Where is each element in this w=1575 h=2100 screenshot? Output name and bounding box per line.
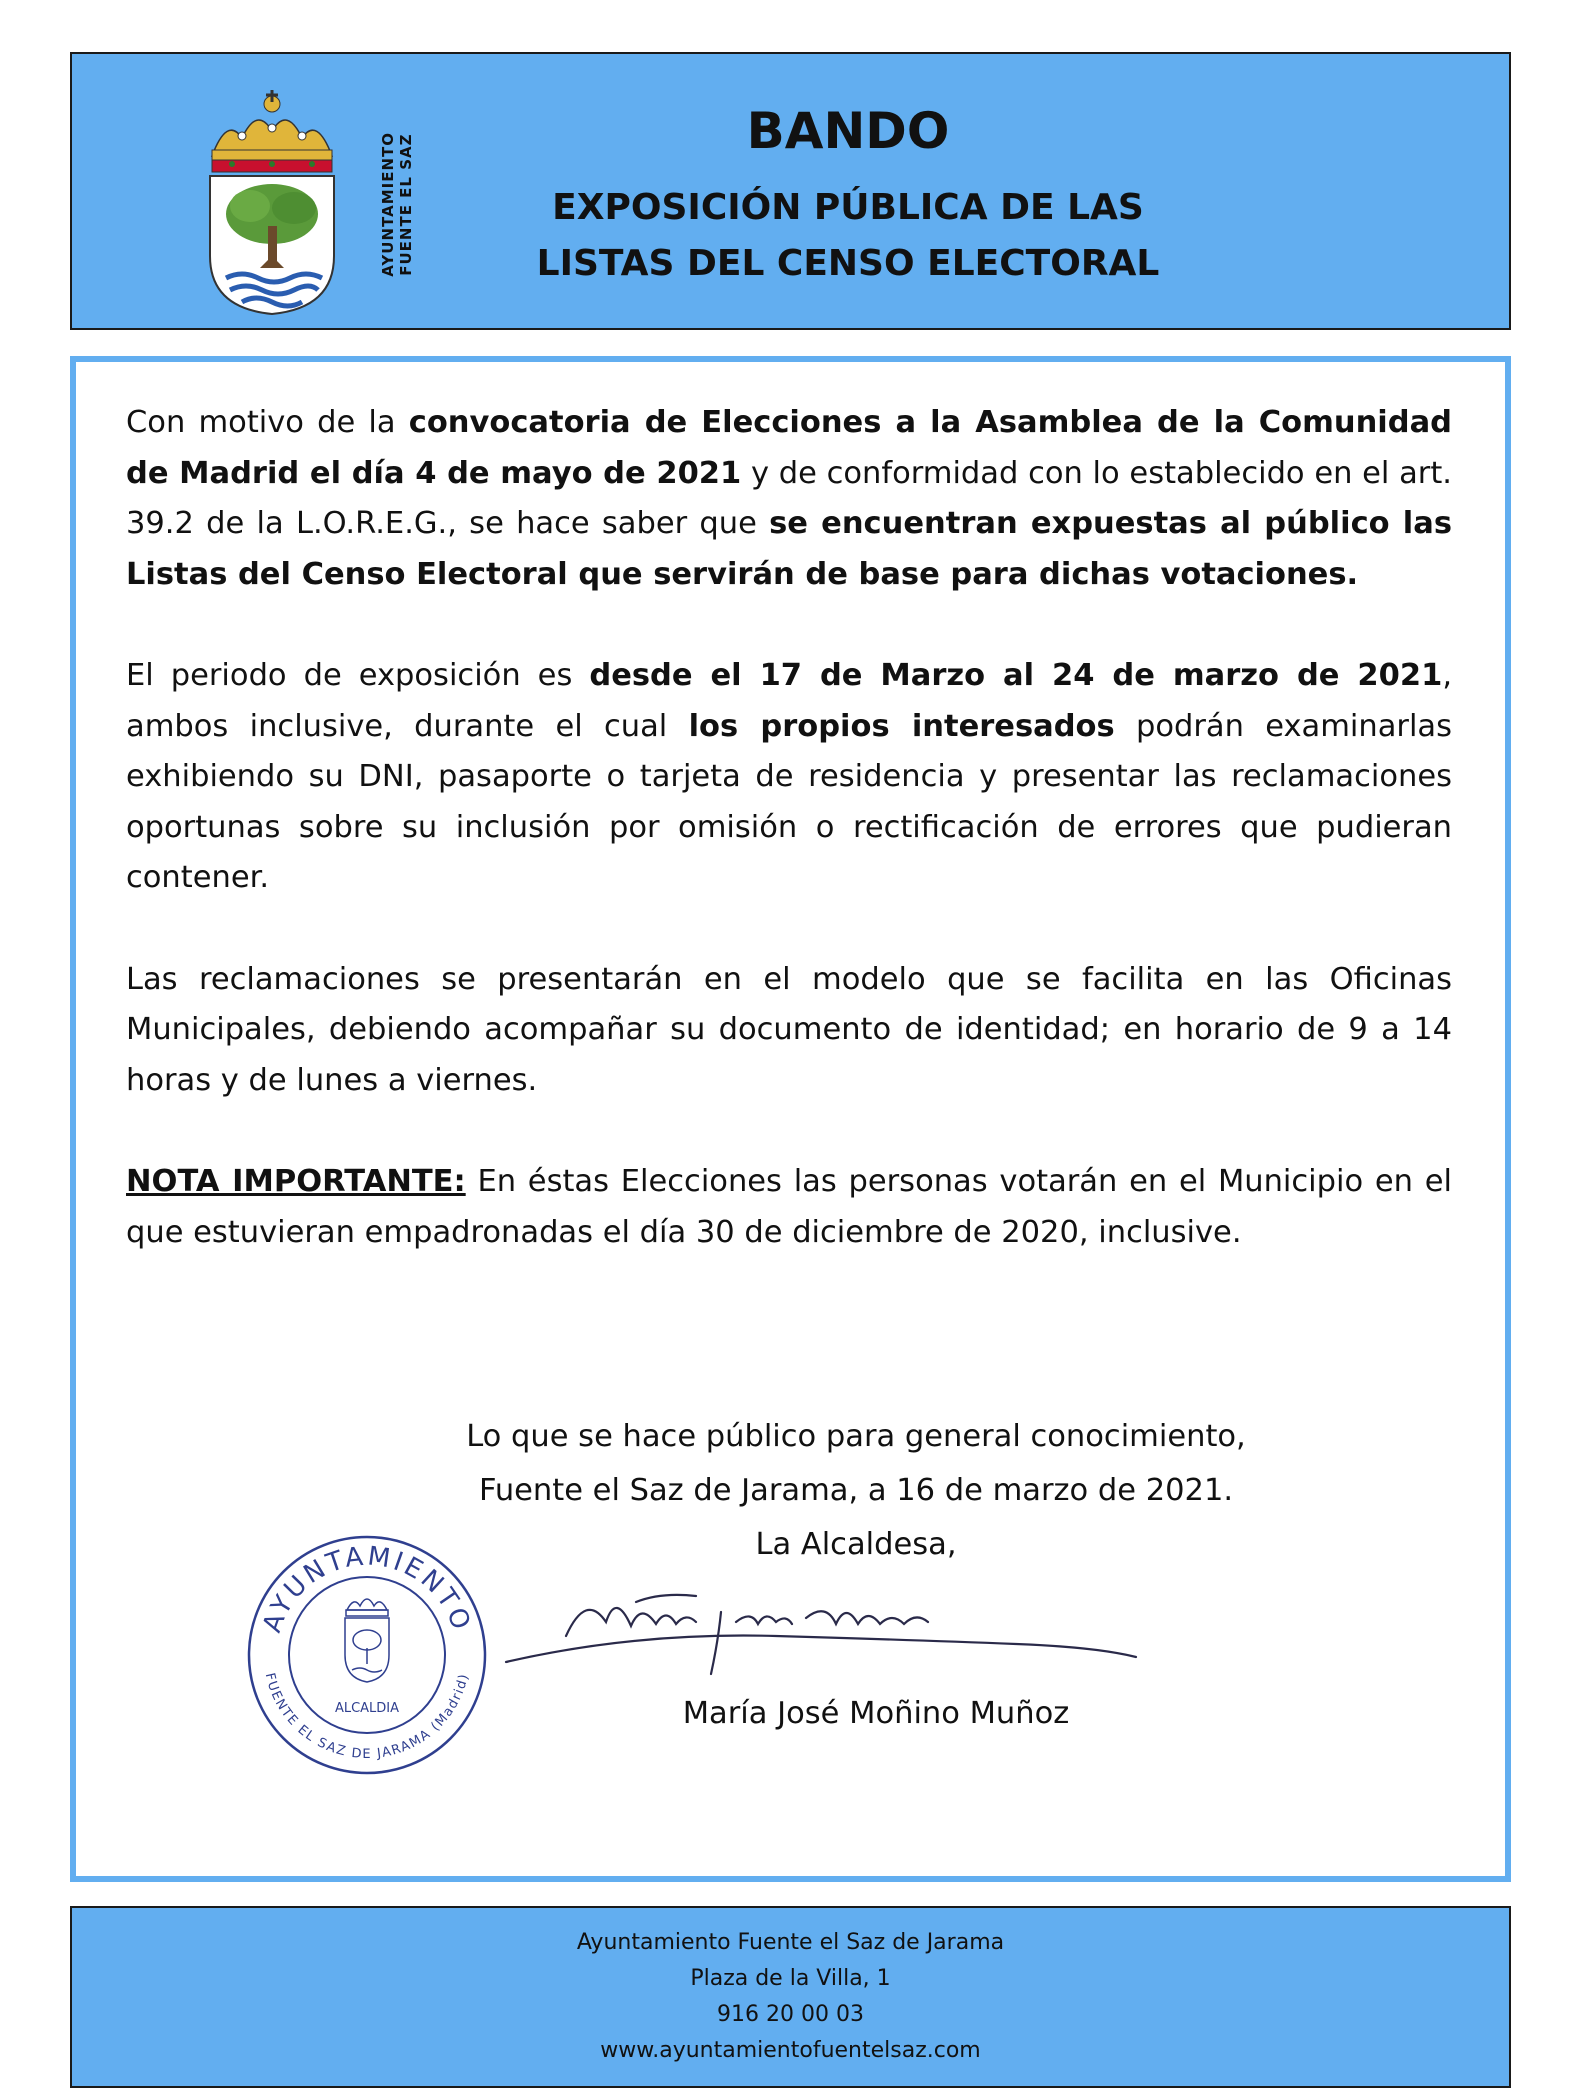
footer-line-3: 916 20 00 03 xyxy=(717,2002,864,2027)
notice-text xyxy=(126,398,1452,1309)
footer-line-1: Ayuntamiento Fuente el Saz de Jarama xyxy=(576,1930,1005,1955)
note-text: En éstas Elecciones las personas votarán en el Municipio en el que estuvieran empadronadas el día 30 de diciembre de 2020, inclusive. xyxy=(126,1164,1452,1250)
text-run: desde el 17 de Marzo al 24 de marzo de 2021 xyxy=(589,658,1443,693)
page-title: BANDO xyxy=(746,102,950,160)
footer-website: www.ayuntamientofuentelsaz.com xyxy=(600,2038,981,2063)
svg-text:ALCALDIA: ALCALDIA xyxy=(334,1701,400,1716)
closing-line-2: Fuente el Saz de Jarama, a 16 de marzo de 2021. xyxy=(478,1473,1234,1508)
paragraph-2 xyxy=(126,651,1452,904)
svg-text:FUENTE EL SAZ DE JARAMA (Madri: FUENTE EL SAZ DE JARAMA (Madrid) xyxy=(261,1671,473,1763)
page-subtitle xyxy=(72,180,1509,292)
header-banner xyxy=(70,52,1511,330)
text-run: convocatoria de Elecciones a la Asamblea de la Comunidad de Madrid el día 4 de mayo de 2021 xyxy=(126,405,1452,491)
paragraph-note xyxy=(126,1157,1452,1258)
official-stamp xyxy=(242,1530,492,1780)
text-run: El periodo de exposición es xyxy=(126,658,590,693)
closing-block xyxy=(356,1410,1356,1572)
text-run: y de conformidad con lo establecido en el art. 39.2 de la L.O.R.E.G., se hace saber que xyxy=(126,455,1452,541)
closing-line-1: Lo que se hace público para general conocimiento, xyxy=(466,1419,1246,1454)
text-run: se encuentran expuestas al público las Listas del Censo Electoral que servirán de base para dichas votaciones. xyxy=(126,506,1452,592)
subtitle-line-1: EXPOSICIÓN PÚBLICA DE LAS xyxy=(552,187,1144,228)
text-run: podrán examinarlas exhibiendo su DNI, pasaporte o tarjeta de residencia y presentar las reclamaciones oportunas sobre su inclusión por omisión o rectificación de errores que pudieran contener. xyxy=(126,708,1452,895)
notice-body xyxy=(70,356,1511,1882)
footer-banner xyxy=(70,1906,1511,2088)
subtitle-line-2: LISTAS DEL CENSO ELECTORAL xyxy=(536,243,1160,284)
paragraph-3: Las reclamaciones se presentarán en el modelo que se facilita en las Oficinas Municipales, debiendo acompañar su documento de identidad; en horario de 9 a 14 horas y de lunes a viernes. xyxy=(126,961,1452,1098)
text-run: Con motivo de la xyxy=(126,405,409,440)
note-label: NOTA IMPORTANTE: xyxy=(126,1164,466,1199)
signer-name: María José Moñino Muñoz xyxy=(682,1696,1070,1731)
closing-line-3: La Alcaldesa, xyxy=(755,1527,957,1562)
text-run: , ambos inclusive, durante el cual xyxy=(126,658,1453,744)
handwritten-signature xyxy=(496,1562,1216,1682)
footer-line-2: Plaza de la Villa, 1 xyxy=(690,1966,891,1991)
logo-caption-text: AYUNTAMIENTO FUENTE EL SAZ xyxy=(379,131,415,277)
paragraph-1 xyxy=(126,398,1452,600)
svg-text:AYUNTAMIENTO: AYUNTAMIENTO xyxy=(257,1541,477,1637)
text-run: los propios interesados xyxy=(688,708,1115,744)
